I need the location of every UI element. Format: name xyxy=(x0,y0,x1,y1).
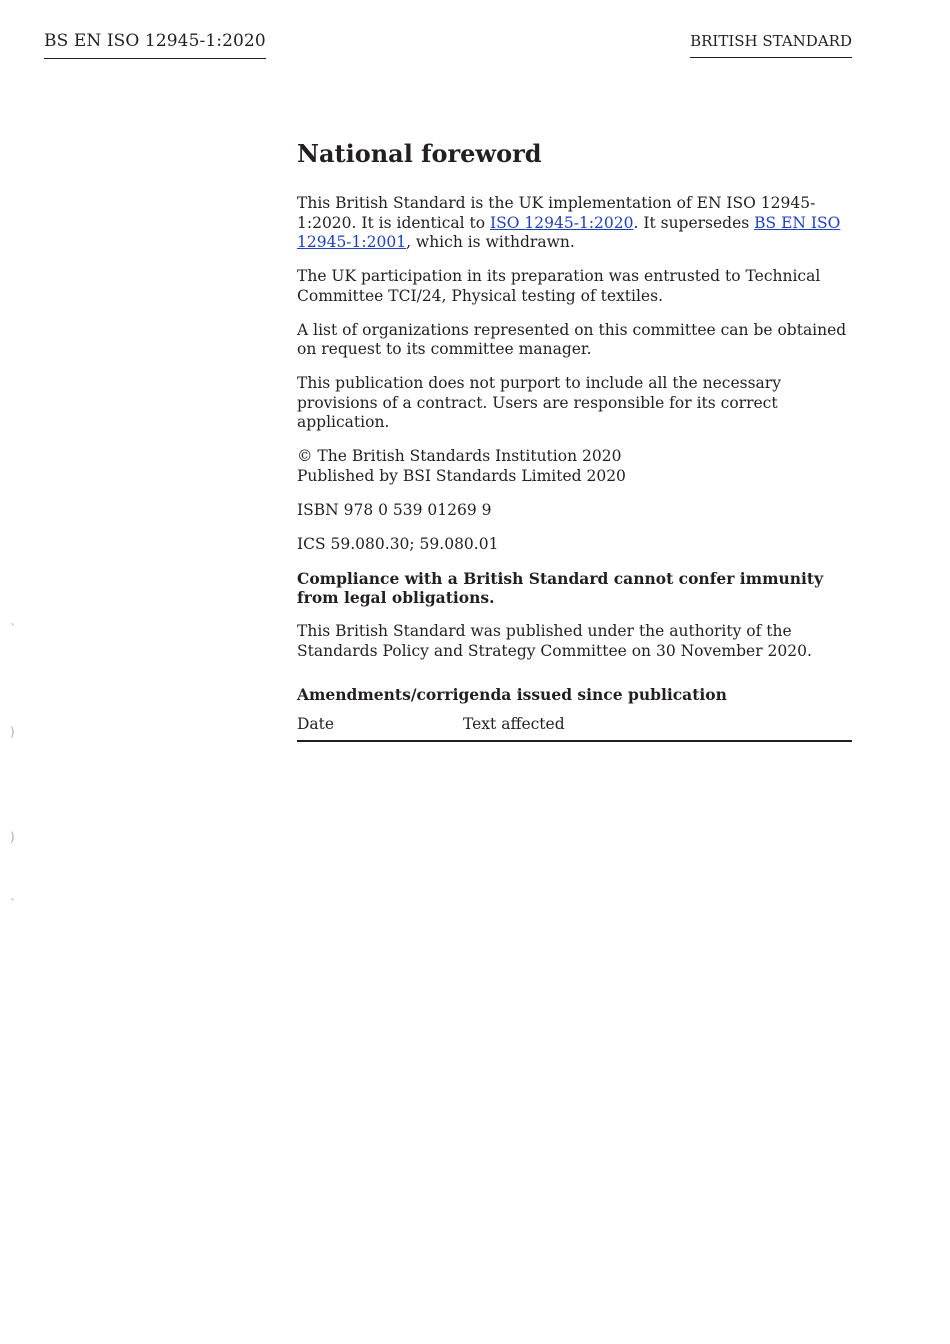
implementation-text: This British Standard is the UK implementation of EN ISO 12945-1:2020. It is identical to xyxy=(297,194,816,232)
compliance-notice: Compliance with a British Standard cannot confer immunity from legal obligations. xyxy=(297,568,824,607)
edge-scan-mark: ) xyxy=(10,725,15,739)
edge-scan-mark: ` xyxy=(10,622,16,636)
copyright-block xyxy=(297,447,857,486)
column-header-date: Date xyxy=(297,715,463,742)
column-header-text-affected: Text affected xyxy=(463,715,852,742)
withdrawn-text: , which is withdrawn. xyxy=(406,233,575,251)
provisions-paragraph: This publication does not purport to include all the necessary provisions of a contract. Users are responsible for its correct application. xyxy=(297,374,781,431)
foreword-content xyxy=(297,138,857,742)
superseded-standard-link[interactable]: BS EN ISO 12945-1:2001 xyxy=(297,213,841,251)
table-header-row xyxy=(297,715,852,742)
iso-standard-link[interactable]: ISO 12945-1:2020 xyxy=(490,213,634,232)
amendments-table xyxy=(297,715,852,743)
isbn: ISBN 978 0 539 01269 9 xyxy=(297,500,492,519)
amendments-heading: Amendments/corrigenda issued since publication xyxy=(297,685,727,704)
authority-paragraph: This British Standard was published under the authority of the Standards Policy and Strategy Committee on 30 November 2020. xyxy=(297,622,812,660)
organizations-paragraph: A list of organizations represented on this committee can be obtained on request to its committee manager. xyxy=(297,320,847,358)
header-series-label: BRITISH STANDARD xyxy=(690,32,852,58)
publisher-line: Published by BSI Standards Limited 2020 xyxy=(297,466,626,485)
header-document-id: BS EN ISO 12945-1:2020 xyxy=(44,31,266,59)
committee-paragraph: The UK participation in its preparation was entrusted to Technical Committee TCI/24, Physical testing of textiles. xyxy=(297,267,821,305)
implementation-paragraph xyxy=(297,194,857,253)
page-title: National foreword xyxy=(297,139,542,168)
supersedes-text: . It supersedes xyxy=(633,213,755,232)
edge-scan-mark: ) xyxy=(10,830,15,844)
edge-scan-mark: ` xyxy=(10,897,16,911)
ics-codes: ICS 59.080.30; 59.080.01 xyxy=(297,534,499,553)
copyright-line: © The British Standards Institution 2020 xyxy=(297,447,622,465)
